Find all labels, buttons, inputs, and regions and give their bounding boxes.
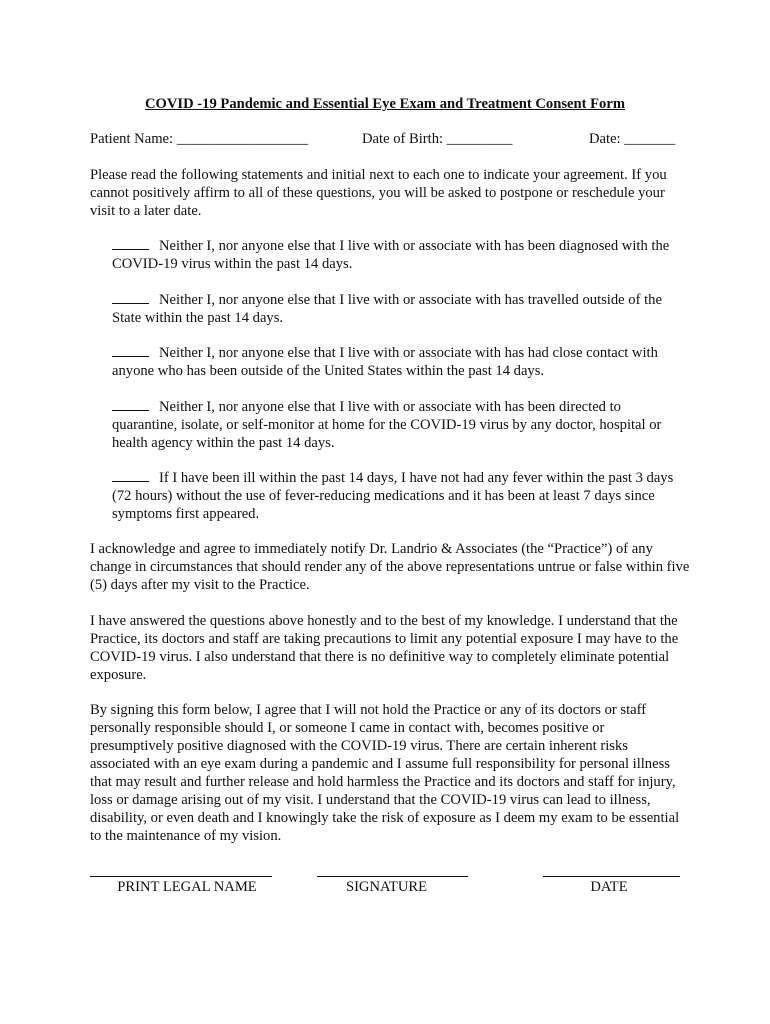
print-name-label: PRINT LEGAL NAME	[117, 879, 257, 895]
initial-blank	[112, 344, 149, 357]
statement-item	[112, 344, 682, 380]
statement-text: Neither I, nor anyone else that I live with or associate with has been directed to quarantine, isolate, or self-monitor at home for the COVID-19 virus by any doctor, hospital or health agency within the past 14 days.	[112, 399, 662, 451]
statement-item	[112, 237, 682, 273]
initial-blank	[112, 291, 149, 304]
date-label: DATE	[590, 879, 628, 895]
initial-blank	[112, 469, 149, 482]
date-of-birth-field: Date of Birth: _________	[362, 131, 513, 147]
date-field: Date: _______	[589, 131, 676, 147]
answered-paragraph: I have answered the questions above honestly and to the best of my knowledge. I understand that the Practice, its doctors and staff are taking precautions to limit any potential exposure I may have to the COVID-19 virus. I also understand that there is no definitive way to completely eliminate potential exposure.	[90, 613, 679, 683]
statement-text: Neither I, nor anyone else that I live with or associate with has travelled outside of the State within the past 14 days.	[112, 292, 662, 326]
statement-item	[112, 398, 682, 452]
form-title: COVID -19 Pandemic and Essential Eye Exam and Treatment Consent Form	[145, 96, 625, 112]
date-line[interactable]	[543, 876, 680, 877]
statement-text: If I have been ill within the past 14 days, I have not had any fever within the past 3 days (72 hours) without the use of fever-reducing medications and it has been at least 7 days since symptoms first appeared.	[112, 470, 674, 522]
print-name-line[interactable]	[90, 876, 272, 877]
signature-line[interactable]	[317, 876, 468, 877]
statement-text: Neither I, nor anyone else that I live with or associate with has been diagnosed with the COVID-19 virus within the past 14 days.	[112, 238, 670, 272]
initial-blank	[112, 237, 149, 250]
statement-item	[112, 291, 682, 327]
acknowledge-paragraph: I acknowledge and agree to immediately notify Dr. Landrio & Associates (the “Practice”) of any change in circumstances that should render any of the above representations untrue or false within five (5) days after my visit to the Practice.	[90, 541, 690, 593]
signing-paragraph: By signing this form below, I agree that I will not hold the Practice or any of its doctors or staff personally responsible should I, or someone I came in contact with, becomes positive or presumptively positive diagnosed with the COVID-19 virus. There are certain inherent risks associated with an eye exam during a pandemic and I assume full responsibility for personal illness that may result and further release and hold harmless the Practice and its doctors and staff for injury, loss or damage arising out of my visit. I understand that the COVID-19 virus can lead to illness, disability, or even death and I knowingly take the risk of exposure as I deem my exam to be essential to the maintenance of my vision.	[90, 702, 680, 844]
statement-text: Neither I, nor anyone else that I live with or associate with has had close contact with anyone who has been outside of the United States within the past 14 days.	[112, 345, 658, 379]
signature-label: SIGNATURE	[345, 879, 428, 895]
patient-info-row	[0, 130, 770, 148]
initial-blank	[112, 398, 149, 411]
patient-name-field: Patient Name: __________________	[90, 131, 309, 147]
statement-item	[112, 469, 682, 523]
intro-paragraph: Please read the following statements and initial next to each one to indicate your agreement. If you cannot positively affirm to all of these questions, you will be asked to postpone or reschedule your visit to a later date.	[90, 167, 667, 219]
